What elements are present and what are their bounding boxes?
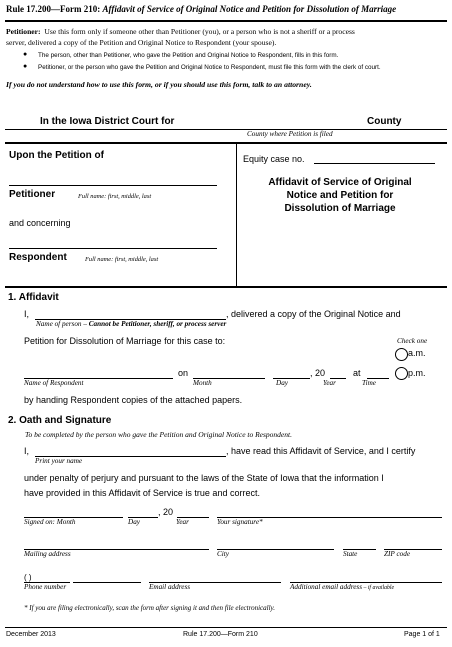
equity-case-input-line[interactable] xyxy=(314,163,435,164)
caption-bottom-border xyxy=(5,286,447,288)
attorney-warning: If you do not understand how to use this form, or if you should use this form, talk to an attorney. xyxy=(6,80,312,89)
bullet-icon: ● xyxy=(23,51,28,58)
bullet-icon: ● xyxy=(23,63,28,70)
city-line[interactable] xyxy=(217,549,334,550)
petitioner-name-line[interactable] xyxy=(9,185,217,186)
header-rule xyxy=(5,20,447,22)
section-2-instruction: To be completed by the person who gave the Petition and Original Notice to Respondent. xyxy=(25,430,292,439)
mailing-caption: Mailing address xyxy=(24,550,71,558)
equity-case-label: Equity case no. xyxy=(243,154,305,164)
footer-rule xyxy=(5,627,447,628)
am-label: a.m. xyxy=(408,348,426,358)
pm-label: p.m. xyxy=(408,368,426,378)
perjury-line-2: have provided in this Affidavit of Service is true and correct. xyxy=(24,488,260,498)
form-title xyxy=(6,4,396,14)
section-1-heading: 1. Affidavit xyxy=(8,292,59,303)
efiling-footnote: * If you are filing electronically, scan the form after signing it and then file electronically. xyxy=(24,604,275,612)
court-prefix: In the Iowa District Court for xyxy=(40,116,175,127)
signed-day-caption: Day xyxy=(128,518,140,526)
handing-text: by handing Respondent copies of the attached papers. xyxy=(24,395,243,405)
delivered-text: , delivered a copy of the Original Notice and xyxy=(226,309,401,319)
phone-caption: Phone number xyxy=(24,583,67,591)
time-caption: Time xyxy=(362,379,376,387)
at-label: at xyxy=(353,368,361,378)
intro-bullet-2: Petitioner, or the person who gave the Petition and Original Notice to Respondent, must file this form with the clerk of court. xyxy=(38,64,381,71)
email-caption: Email address xyxy=(149,583,191,591)
intro-line-2: server, delivered a copy of the Petition and Original Notice to Respondent (your spouse). xyxy=(6,38,277,47)
form-name: Affidavit of Service of Original Notice and Petition for Dissolution of Marriage xyxy=(102,4,397,14)
check-one-label: Check one xyxy=(397,337,428,345)
petitioner-hint: Full name: first, middle, last xyxy=(78,193,152,200)
caption-divider xyxy=(236,142,237,286)
additional-email-caption: Additional email address – if available xyxy=(290,583,395,591)
read-text: , have read this Affidavit of Service, and I certify xyxy=(226,446,416,456)
phone-area-code: ( ) xyxy=(24,573,32,582)
signed-year-caption: Year xyxy=(176,518,189,526)
petitioner-label: Petitioner xyxy=(9,189,56,200)
intro-bullet-1: The person, other than Petitioner, who gave the Petition and Original Notice to Respondent, fills in this form. xyxy=(38,52,339,59)
respondent-name-line[interactable] xyxy=(9,248,217,249)
and-concerning: and concerning xyxy=(9,218,71,228)
intro-label: Petitioner: xyxy=(6,27,41,36)
state-caption: State xyxy=(343,550,358,558)
city-caption: City xyxy=(217,550,229,558)
phone-number-line[interactable] xyxy=(73,582,141,583)
court-suffix: County xyxy=(367,116,402,127)
petition-heading: Upon the Petition of xyxy=(9,150,104,161)
signed-year-prefix: , 20 xyxy=(158,507,174,517)
on-label: on xyxy=(178,368,189,378)
doc-title-line-3: Dissolution of Marriage xyxy=(284,203,396,214)
county-caption: County where Petition is filed xyxy=(247,130,333,138)
zip-caption: ZIP code xyxy=(384,550,411,558)
caption-top-border xyxy=(5,142,447,144)
footer-date: December 2013 xyxy=(6,631,56,638)
year-prefix: , 20 xyxy=(310,368,326,378)
year-caption: Year xyxy=(323,379,336,387)
day-caption: Day xyxy=(276,379,288,387)
perjury-line-1: under penalty of perjury and pursuant to the laws of the State of Iowa that the information I xyxy=(24,473,384,483)
signature-caption: Your signature* xyxy=(217,518,263,526)
petition-served-text: Petition for Dissolution of Marriage for this case to: xyxy=(24,336,226,346)
pm-radio[interactable] xyxy=(395,367,408,380)
deliverer-caption: Name of person – Cannot be Petitioner, sheriff, or process server xyxy=(36,320,227,328)
footer-page-number: Page 1 of 1 xyxy=(404,631,440,638)
section-2-heading: 2. Oath and Signature xyxy=(8,415,112,426)
respondent-label: Respondent xyxy=(9,252,67,263)
footer-rule-number: Rule 17.200—Form 210 xyxy=(183,631,258,638)
respondent-caption: Name of Respondent xyxy=(24,379,84,387)
print-name-caption: Print your name xyxy=(35,457,83,465)
doc-title-line-2: Notice and Petition for xyxy=(286,190,394,201)
affiant-i: I, xyxy=(24,309,30,319)
rule-number: Rule 17.200—Form 210: xyxy=(6,4,101,14)
signed-on-caption: Signed on: Month xyxy=(24,518,76,526)
respondent-hint: Full name: first, middle, last xyxy=(85,256,159,263)
am-radio[interactable] xyxy=(395,348,408,361)
month-caption: Month xyxy=(193,379,212,387)
intro-line-1: Petitioner: Use this form only if someone other than Petitioner (you), or a person who is not a sheriff or a process xyxy=(6,27,355,36)
doc-title-line-1: Affidavit of Service of Original xyxy=(268,177,412,188)
oath-i: I, xyxy=(24,446,30,456)
